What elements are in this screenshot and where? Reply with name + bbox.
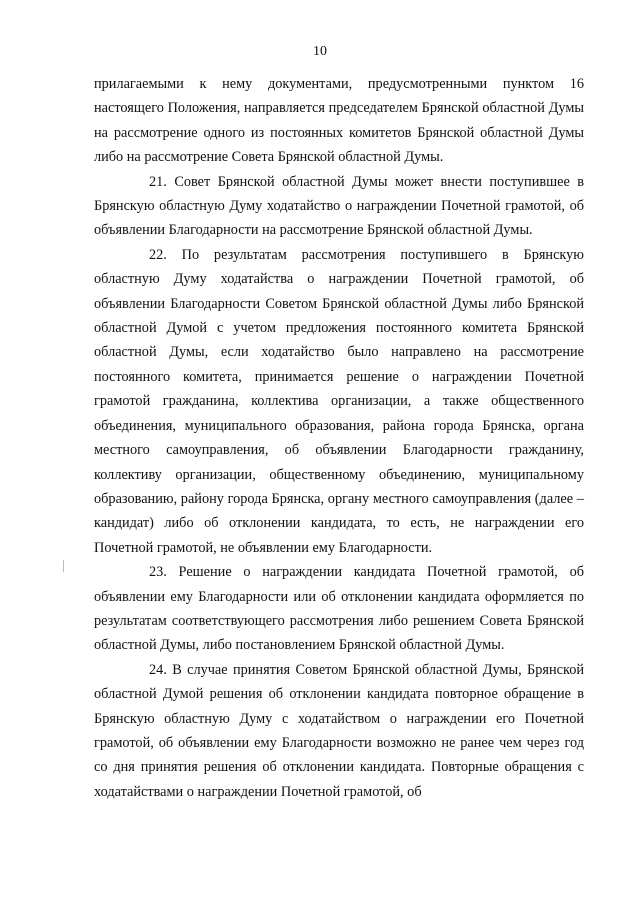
page-number: 10 [313,44,327,59]
paragraph-22: 22. По результатам рассмотрения поступившего в Брянскую областную Думу ходатайства о награждении Почетной грамотой, об объявлении Благодарности Советом Брянской областной Думы либо Брянской областной Думой с учетом предложения постоянного комитета Брянской областной Думы, если ходатайство было направлено на рассмотрение постоянного комитета, принимается решение о награждении Почетной грамотой гражданина, коллектива организации, а также общественного объединения, муниципального образования, района города Брянска, органа местного самоуправления, об объявлении Благодарности гражданину, коллективу организации, общественному объединению, муниципальному образованию, району города Брянска, органу местного самоуправления (далее – кандидат) либо об отклонении кандидата, то есть, не награждении его Почетной грамотой, не объявлении ему Благодарности. [94,246,584,556]
margin-mark [63,560,64,572]
paragraph-23: 23. Решение о награждении кандидата Почетной грамотой, об объявлении ему Благодарности или об отклонении кандидата оформляется по результатам соответствующего рассмотрения либо решением Совета Брянской областной Думы, либо постановлением Брянской областной Думы. [94,564,584,654]
paragraph-24: 24. В случае принятия Советом Брянской областной Думы, Брянской областной Думой решения об отклонении кандидата повторное обращение в Брянскую областную Думу с ходатайством о награждении его Почетной грамотой, об объявлении ему Благодарности возможно не ранее чем через год со дня принятия решения об отклонении кандидата. Повторные обращения с ходатайствами о награждении Почетной грамотой, об [94,661,584,800]
paragraph-21: 21. Совет Брянской областной Думы может внести поступившее в Брянскую областную Думу ходатайство о награждении Почетной грамотой, об объявлении Благодарности на рассмотрение Брянской областной Думы. [94,173,584,239]
paragraph-continuation: прилагаемыми к нему документами, предусмотренными пунктом 16 настоящего Положения, направляется председателем Брянской областной Думы на рассмотрение одного из постоянных комитетов Брянской областной Думы либо на рассмотрение Совета Брянской областной Думы. [94,76,584,166]
document-body [94,72,584,804]
